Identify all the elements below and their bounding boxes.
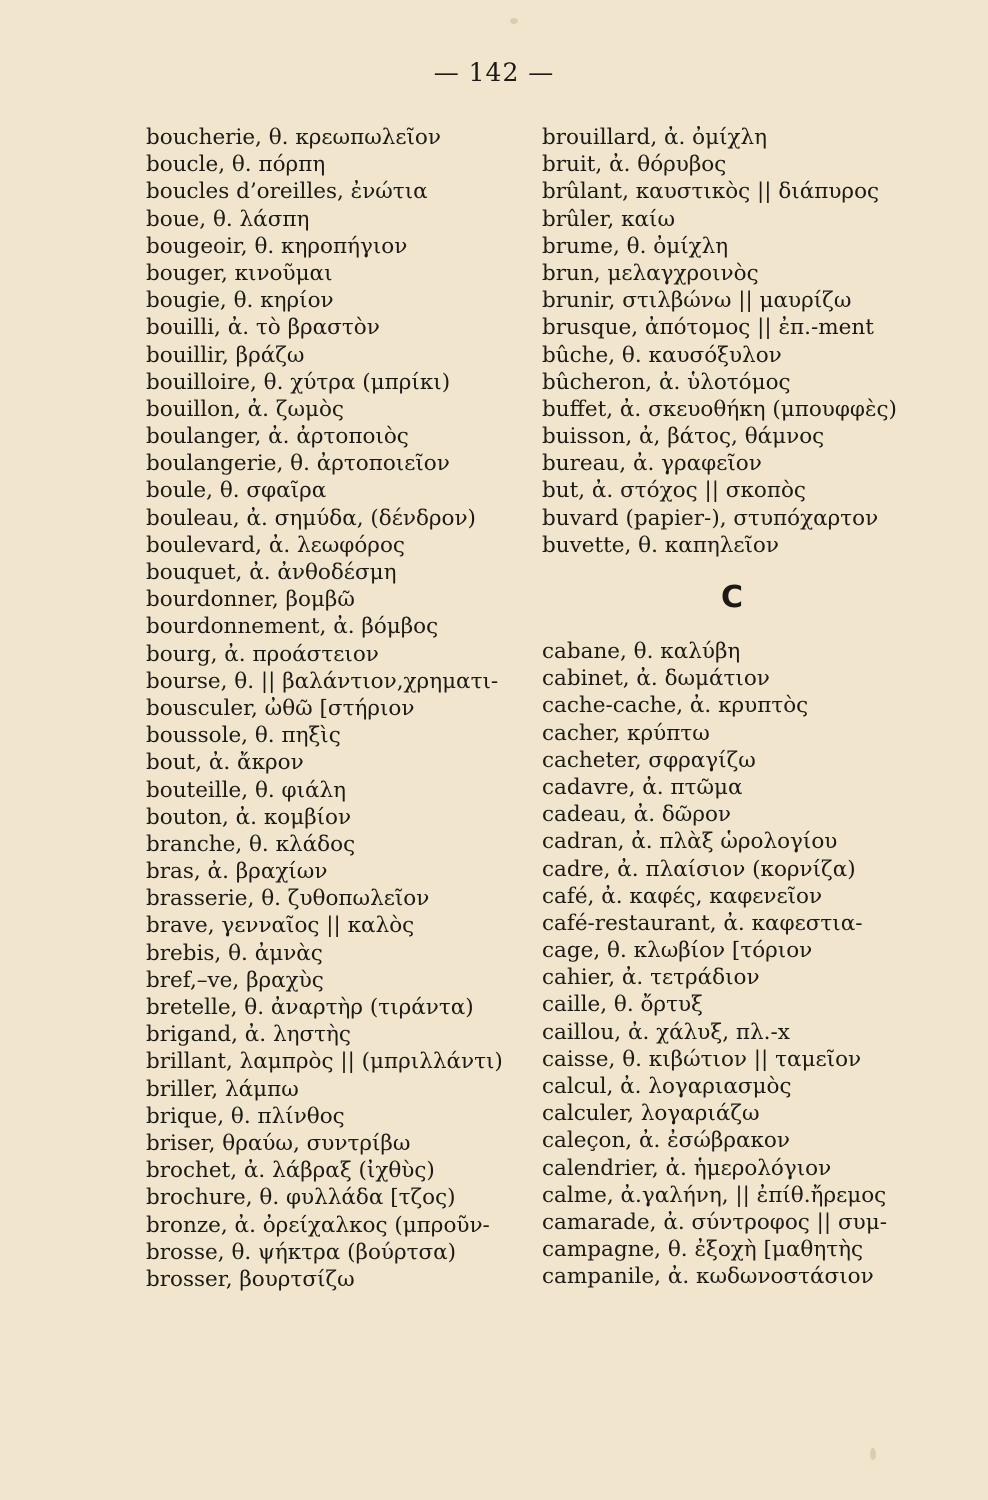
dictionary-entry: caisse, θ. κιβώτιον || ταμεῖον bbox=[542, 1046, 862, 1072]
dictionary-entry: calculer, λογαριάζω bbox=[542, 1101, 760, 1127]
dictionary-entry: briller, λάμπω bbox=[146, 1076, 299, 1102]
dictionary-entry: bouger, κινοῦμαι bbox=[146, 260, 333, 286]
dictionary-entry: caille, θ. ὄρτυξ bbox=[542, 992, 703, 1018]
dictionary-entry: bref,–ve, βραχὺς bbox=[146, 967, 324, 993]
section-letter: C bbox=[720, 580, 744, 615]
dictionary-entry: cacheter, σφραγίζω bbox=[542, 747, 756, 773]
dictionary-entry: but, ἀ. στόχος || σκοπὸς bbox=[542, 478, 806, 504]
dictionary-entry: calme, ἀ.γαλήνη, || ἐπίθ.ἤρεμος bbox=[542, 1182, 887, 1208]
dictionary-entry: brique, θ. πλίνθος bbox=[146, 1103, 345, 1129]
dictionary-entry: bourse, θ. || βαλάντιον,χρηματι- bbox=[146, 668, 499, 694]
dictionary-entry: bronze, ἀ. ὀρείχαλκος (μπροῦν- bbox=[146, 1212, 490, 1238]
dictionary-entry: bouillir, βράζω bbox=[146, 342, 305, 368]
dictionary-entry: brochure, θ. φυλλάδα [τζος) bbox=[146, 1185, 456, 1211]
dictionary-entry: caleçon, ἀ. ἐσώβρακον bbox=[542, 1128, 790, 1154]
right-column bbox=[542, 124, 922, 1291]
dictionary-entry: buvette, θ. καπηλεῖον bbox=[542, 532, 779, 558]
right-column-c-entries bbox=[542, 638, 922, 1291]
dictionary-entry: bouilli, ἀ. τὸ βραστὸν bbox=[146, 315, 380, 341]
dictionary-entry: cadre, ἀ. πλαίσιον (κορνίζα) bbox=[542, 856, 856, 882]
dictionary-entry: brouillard, ἀ. ὀμίχλη bbox=[542, 125, 768, 150]
dictionary-entry: calcul, ἀ. λογαριασμὸς bbox=[542, 1074, 792, 1099]
dictionary-entry: calendrier, ἀ. ἡμερολόγιον bbox=[542, 1155, 832, 1181]
dictionary-entry: brûler, καίω bbox=[542, 206, 675, 232]
dictionary-entry: campanile, ἀ. κωδωνοστάσιον bbox=[542, 1264, 874, 1290]
dictionary-entry: buisson, ἀ, βάτος, θάμνος bbox=[542, 424, 825, 450]
dictionary-entry: camarade, ἀ. σύντροφος || συμ- bbox=[542, 1209, 887, 1235]
dictionary-entry: branche, θ. κλάδος bbox=[146, 831, 356, 857]
dictionary-entry: boule, θ. σφαῖρα bbox=[146, 478, 327, 504]
dictionary-entry: bouillon, ἀ. ζωμὸς bbox=[146, 396, 344, 422]
dictionary-entry: bruit, ἀ. θόρυβος bbox=[542, 152, 727, 178]
dictionary-entry: boulanger, ἀ. ἀρτοποιὸς bbox=[146, 424, 409, 450]
dictionary-entry: cadeau, ἀ. δῶρον bbox=[542, 802, 731, 828]
dictionary-entry: brun, μελαγχροινὸς bbox=[542, 260, 759, 286]
dictionary-entry: boucherie, θ. κρεωπωλεῖον bbox=[146, 125, 441, 150]
dictionary-entry: boucles d’oreilles, ἐνώτια bbox=[146, 179, 428, 205]
dictionary-entry: boucle, θ. πόρπη bbox=[146, 152, 326, 178]
dictionary-entry: brosser, βουρτσίζω bbox=[146, 1266, 355, 1292]
dictionary-entry: brave, γενναῖος || καλὸς bbox=[146, 913, 415, 939]
dictionary-entry: café-restaurant, ἀ. καφεστια- bbox=[542, 910, 863, 936]
dictionary-entry: buvard (papier-), στυπόχαρτον bbox=[542, 505, 879, 531]
page-number: — 142 — bbox=[433, 58, 555, 87]
dictionary-entry: bourg, ἀ. προάστειον bbox=[146, 641, 379, 667]
left-column bbox=[146, 124, 546, 1293]
dictionary-entry: cadran, ἀ. πλὰξ ὡρολογίου bbox=[542, 829, 838, 855]
dictionary-entry: boue, θ. λάσπη bbox=[146, 206, 310, 232]
dictionary-entry: brillant, λαμπρὸς || (μπριλλάντι) bbox=[146, 1049, 503, 1075]
dictionary-entry: brusque, ἀπότομος || ἐπ.-ment bbox=[542, 315, 874, 341]
dictionary-entry: cage, θ. κλωβίον [τόριον bbox=[542, 938, 813, 964]
dictionary-entry: bourdonnement, ἀ. βόμβος bbox=[146, 614, 439, 640]
dictionary-entry: cabane, θ. καλύβη bbox=[542, 639, 741, 664]
dictionary-entry: bureau, ἀ. γραφεῖον bbox=[542, 451, 762, 477]
dictionary-entry: cadavre, ἀ. πτῶμα bbox=[542, 774, 743, 800]
dictionary-entry: bouton, ἀ. κομβίον bbox=[146, 804, 352, 830]
dictionary-entry: boulevard, ἀ. λεωφόρος bbox=[146, 532, 405, 558]
dictionary-entry: brebis, θ. ἀμνὰς bbox=[146, 940, 323, 966]
dictionary-entry: cacher, κρύπτω bbox=[542, 720, 710, 746]
dictionary-entry: boulangerie, θ. ἀρτοποιεῖον bbox=[146, 451, 450, 477]
dictionary-entry: bouquet, ἀ. ἀνθοδέσμη bbox=[146, 560, 397, 585]
dictionary-entry: boussole, θ. πηξὶς bbox=[146, 723, 341, 749]
dictionary-entry: bras, ἀ. βραχίων bbox=[146, 859, 328, 885]
dictionary-entry: brasserie, θ. ζυθοπωλεῖον bbox=[146, 886, 430, 912]
dictionary-entry: caillou, ἀ. χάλυξ, πλ.-x bbox=[542, 1019, 790, 1045]
paper-smudge bbox=[870, 1448, 876, 1460]
dictionary-entry: bouleau, ἀ. σημύδα, (δένδρον) bbox=[146, 505, 476, 531]
dictionary-entry: cache-cache, ἀ. κρυπτὸς bbox=[542, 693, 809, 719]
dictionary-entry: bougie, θ. κηρίον bbox=[146, 288, 334, 314]
dictionary-entry: bout, ἀ. ἄκρον bbox=[146, 750, 304, 776]
dictionary-entry: bouilloire, θ. χύτρα (μπρίκι) bbox=[146, 369, 451, 395]
dictionary-entry: cahier, ἀ. τετράδιον bbox=[542, 965, 760, 991]
right-column-b-entries bbox=[542, 124, 922, 559]
dictionary-entry: campagne, θ. ἐξοχὴ [μαθητὴς bbox=[542, 1237, 864, 1263]
dictionary-entry: brûlant, καυστικὸς || διάπυρος bbox=[542, 179, 880, 205]
dictionary-entry: bougeoir, θ. κηροπήγιον bbox=[146, 233, 408, 259]
dictionary-entry: brume, θ. ὀμίχλη bbox=[542, 233, 729, 259]
dictionary-entry: bûcheron, ἀ. ὑλοτόμος bbox=[542, 369, 791, 395]
dictionary-entry: bousculer, ὠθῶ [στήριον bbox=[146, 695, 415, 721]
dictionary-entry: bourdonner, βομβῶ bbox=[146, 587, 355, 613]
dictionary-entry: buffet, ἀ. σκευοθήκη (μπουφφὲς) bbox=[542, 396, 897, 422]
dictionary-entry: cabinet, ἀ. δωμάτιον bbox=[542, 666, 770, 692]
dictionary-entry: briser, θραύω, συντρίβω bbox=[146, 1130, 411, 1156]
dictionary-entry: brochet, ἀ. λάβραξ (ἰχθὺς) bbox=[146, 1158, 435, 1184]
dictionary-entry: bretelle, θ. ἀναρτὴρ (τιράντα) bbox=[146, 995, 474, 1020]
dictionary-entry: brosse, θ. ψήκτρα (βούρτσα) bbox=[146, 1239, 457, 1265]
dictionary-entry: brigand, ἀ. ληστὴς bbox=[146, 1022, 351, 1048]
dictionary-entry: brunir, στιλβώνω || μαυρίζω bbox=[542, 288, 852, 314]
dictionary-entry: bouteille, θ. φιάλη bbox=[146, 777, 347, 803]
dictionary-entry: café, ἀ. καφές, καφενεῖον bbox=[542, 883, 823, 909]
dictionary-entry: bûche, θ. καυσόξυλον bbox=[542, 342, 782, 368]
paper-smudge bbox=[510, 18, 518, 24]
